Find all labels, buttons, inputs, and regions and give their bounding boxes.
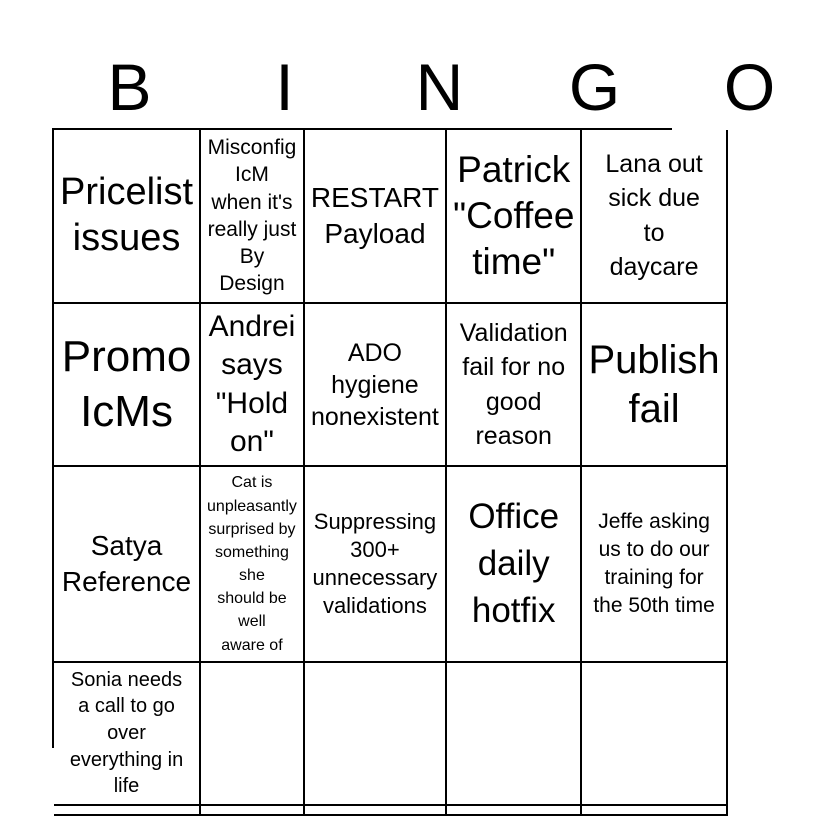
header-letter-i: I [275,50,294,124]
cell-text: Suppressing 300+ unnecessary validations [312,509,438,619]
header-letter-b: B [107,50,152,124]
cell-text: Misconfig IcM when it's really just By Design [207,136,297,296]
bingo-grid [52,128,720,798]
bingo-cell[interactable] [582,130,727,304]
bingo-cell[interactable] [305,304,447,468]
bingo-cell[interactable] [582,304,727,468]
bingo-cell[interactable] [305,130,447,304]
bingo-cell[interactable] [447,806,582,816]
bingo-cell[interactable] [305,467,447,663]
bingo-cell[interactable] [201,467,305,663]
bingo-cell[interactable] [305,806,447,816]
bingo-cell[interactable] [447,467,582,663]
cell-text: Publish fail [588,337,720,431]
header-letter-n: N [415,50,464,124]
bingo-cell[interactable] [54,806,201,816]
bingo-cell[interactable] [582,467,727,663]
bingo-cell[interactable] [447,130,582,304]
cell-text: Promo IcMs [61,332,192,436]
bingo-cell[interactable] [201,806,305,816]
cell-text: Pricelist issues [60,171,194,259]
bingo-cell[interactable] [54,663,201,806]
cell-text: Validation fail for no good reason [459,318,568,451]
header-letter-o: O [723,50,776,124]
bingo-cell[interactable] [447,304,582,468]
cell-text: Lana out sick due to daycare [605,149,703,282]
bingo-cell[interactable] [305,663,447,806]
bingo-cell[interactable] [447,663,582,806]
header-letter-g: G [568,50,621,124]
bingo-cell[interactable] [582,663,727,806]
bingo-cell[interactable] [201,663,305,806]
cell-text: Satya Reference [61,530,192,598]
bingo-cell[interactable] [54,130,201,304]
bingo-cell[interactable] [201,304,305,468]
cell-text: Jeffe asking us to do our training for the 50th time [593,510,715,618]
cell-text: Patrick "Coffee time" [452,148,575,283]
bingo-cell[interactable] [54,304,201,468]
bingo-cell[interactable] [582,806,727,816]
cell-text: ADO hygiene nonexistent [310,338,439,431]
cell-text: Sonia needs a call to go over everything in life [69,668,184,798]
cell-text: Cat is unpleasantly surprised by something she should be well aware of [207,474,297,654]
cell-text: RESTART Payload [310,182,439,249]
bingo-header [52,48,776,126]
bingo-cell[interactable] [54,467,201,663]
cell-text: Office daily hotfix [468,496,560,630]
bingo-cell[interactable] [201,130,305,304]
cell-text: Andrei says "Hold on" [208,309,296,458]
